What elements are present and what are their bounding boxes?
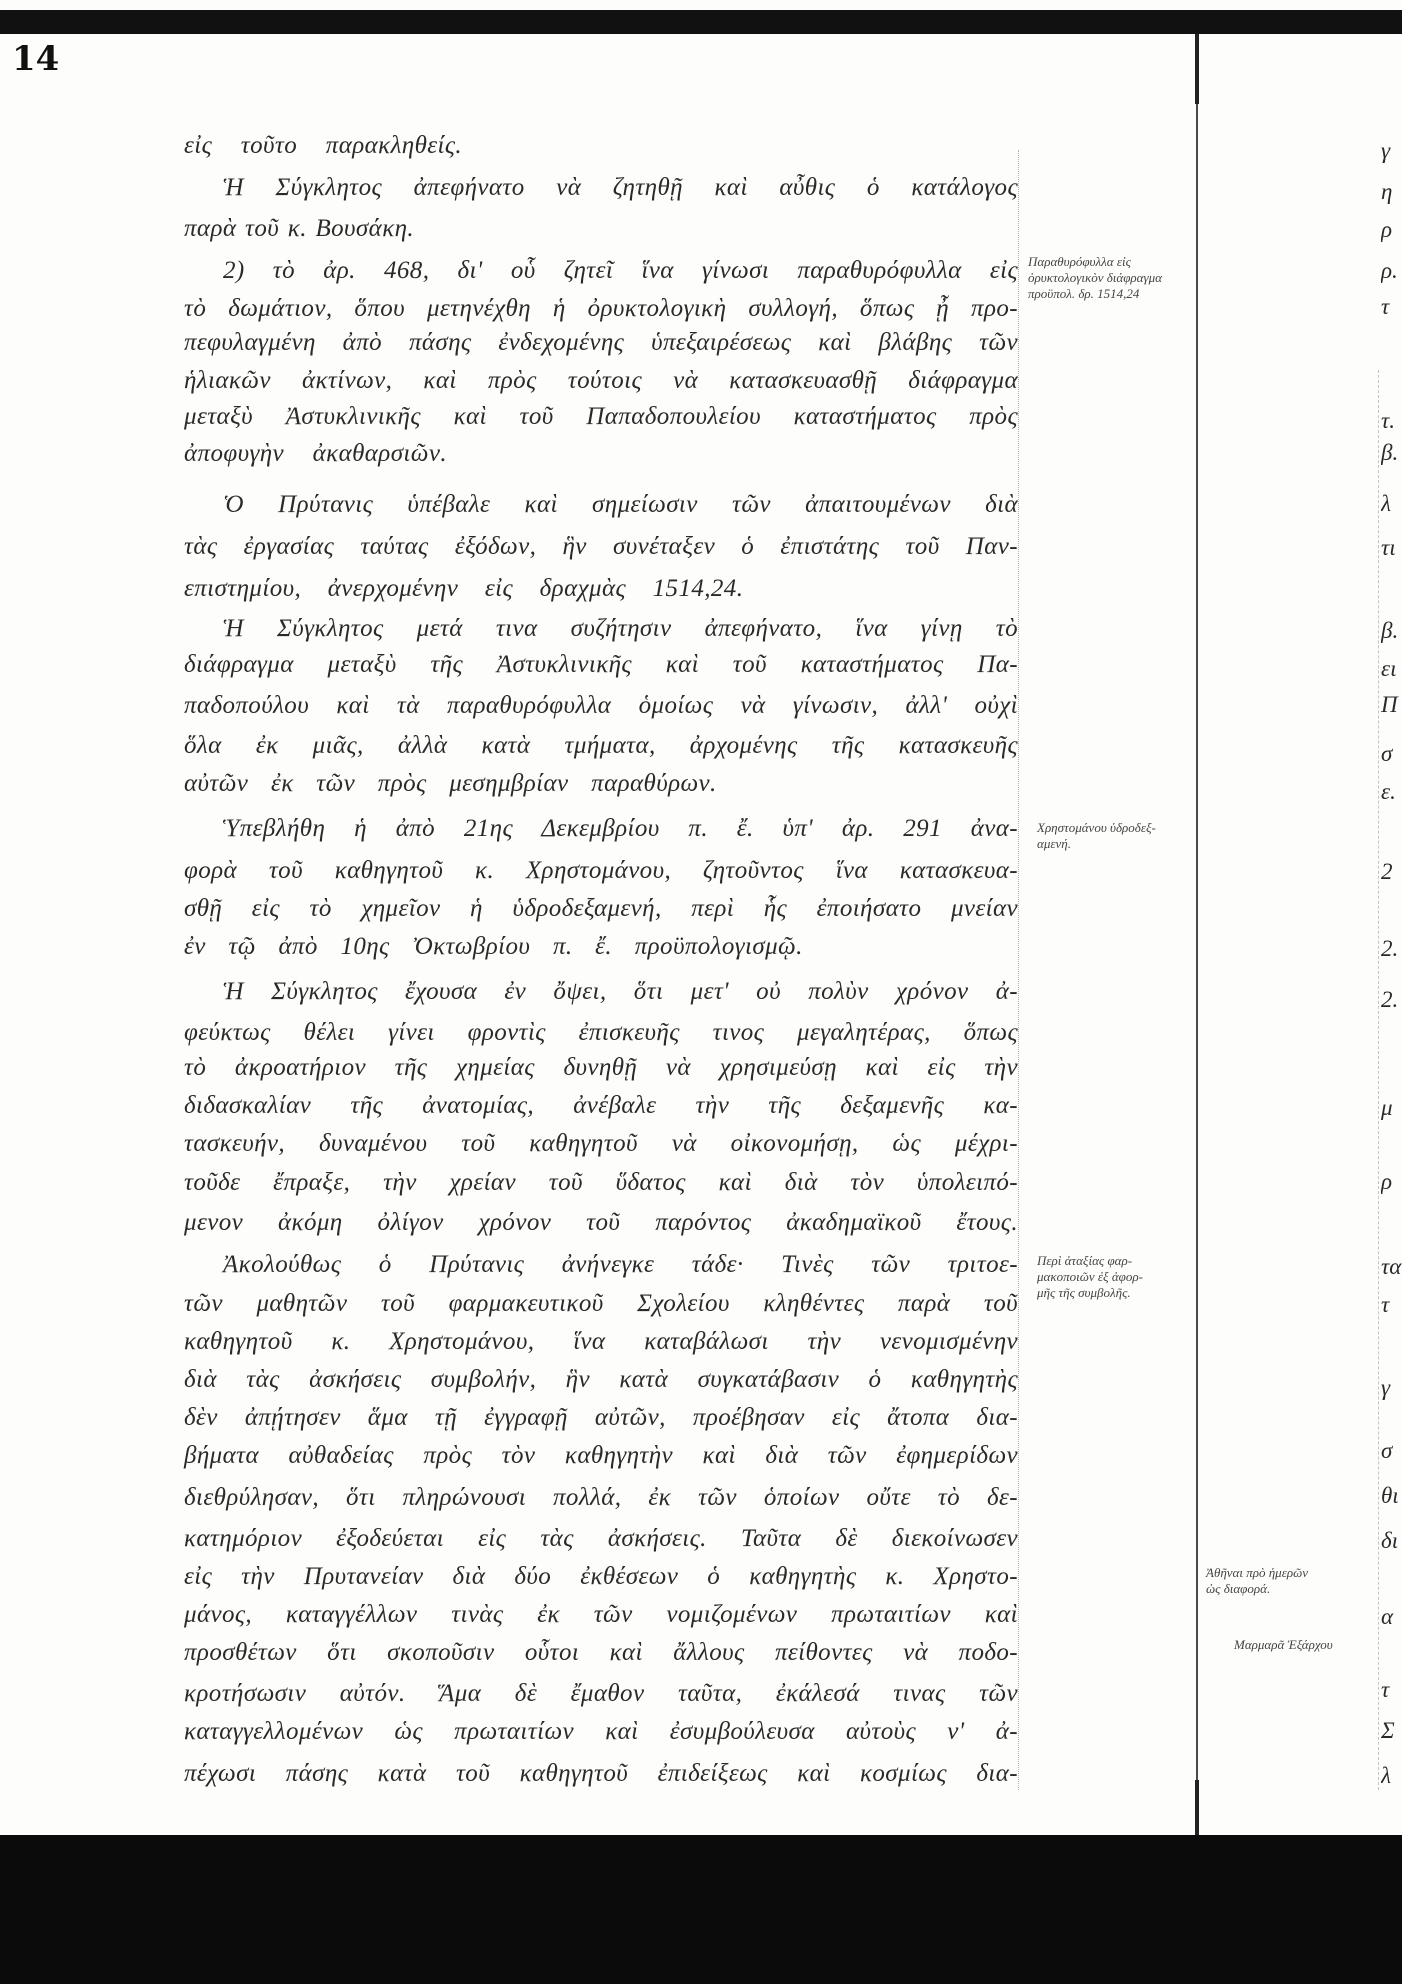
scan-bottom-border [0, 1835, 1402, 1984]
text-line: παδοπούλου καὶ τὰ παραθυρόφυλλα ὁμοίως νὰ γίνωσιν, ἀλλ' οὐχὶ [184, 692, 1018, 719]
text-line: βήματα αὐθαδείας πρὸς τὸν καθηγητὴν καὶ διὰ τῶν ἐφημερίδων [184, 1442, 1018, 1469]
text-line: Ἡ Σύγκλητος ἔχουσα ἐν ὄψει, ὅτι μετ' οὐ πολὺν χρόνον ἀ- [223, 978, 1018, 1005]
facing-page-fragment: θι [1381, 1483, 1399, 1508]
text-line: 2) τὸ ἀρ. 468, δι' οὗ ζητεῖ ἵνα γίνωσι παραθυρόφυλλα εἰς [223, 257, 1018, 284]
text-line: Ὁ Πρύτανις ὑπέβαλε καὶ σημείωσιν τῶν ἀπαιτουμένων διὰ [223, 491, 1018, 518]
text-line: καθηγητοῦ κ. Χρηστομάνου, ἵνα καταβάλωσι τὴν νενομισμένην [184, 1328, 1018, 1355]
text-line: επιστημίου, ἀνερχομένην εἰς δραχμὰς 1514,24. [184, 575, 744, 602]
facing-page-note [1234, 1637, 1333, 1653]
margin-note-reservoir [1037, 820, 1156, 852]
margin-note-line: μακοποιῶν ἐξ ἀφορ- [1037, 1269, 1143, 1284]
text-line: φεύκτως θέλει γίνει φροντὶς ἐπισκευῆς τινος μεγαλητέρας, ὅπως [184, 1019, 1018, 1046]
text-line: προσθέτων ὅτι σκοποῦσιν οὗτοι καὶ ἄλλους πείθοντες νὰ ποδο- [184, 1639, 1018, 1666]
facing-page-fragment: ει [1381, 656, 1397, 681]
text-line: ἀποφυγὴν ἀκαθαρσιῶν. [184, 440, 447, 467]
facing-page-fragment: Σ [1381, 1718, 1395, 1743]
text-line: τασκευήν, δυναμένου τοῦ καθηγητοῦ νὰ οἰκονομήσῃ, ὡς μέχρι- [184, 1130, 1018, 1157]
facing-page-fragment: ρ. [1381, 258, 1398, 283]
facing-page-fragment: α [1381, 1604, 1394, 1629]
text-line: αὐτῶν ἐκ τῶν πρὸς μεσημβρίαν παραθύρων. [184, 770, 717, 797]
text-line: εἰς τὴν Πρυτανείαν διὰ δύο ἐκθέσεων ὁ καθηγητὴς κ. Χρηστο- [184, 1563, 1018, 1590]
facing-page-fragment: ε. [1381, 779, 1396, 804]
text-line: εἰς τοῦτο παρακληθείς. [184, 132, 463, 159]
margin-note-pharmacy-students [1037, 1253, 1143, 1301]
text-line: τῶν μαθητῶν τοῦ φαρμακευτικοῦ Σχολείου κληθέντες παρὰ τοῦ [184, 1290, 1018, 1317]
text-line: κροτήσωσιν αὐτόν. Ἅμα δὲ ἔμαθον ταῦτα, ἐκάλεσά τινας τῶν [184, 1680, 1018, 1707]
facing-page-fragment: δι [1381, 1528, 1399, 1553]
page-fold-line [1196, 34, 1198, 1834]
facing-page-fragment: τ [1381, 294, 1390, 319]
text-line: πεφυλαγμένη ἀπὸ πάσης ἐνδεχομένης ὑπεξαιρέσεως καὶ βλάβης τῶν [184, 329, 1018, 356]
facing-page-fragment: β. [1381, 618, 1399, 643]
text-line: διὰ τὰς ἀσκήσεις συμβολήν, ἣν κατὰ συγκατάβασιν ὁ καθηγητὴς [184, 1366, 1018, 1393]
margin-note-line: ὀρυκτολογικὸν διάφραγμα [1028, 270, 1162, 285]
text-line: τὰς ἐργασίας ταύτας ἐξόδων, ἣν συνέταξεν ὁ ἐπιστάτης τοῦ Παν- [184, 533, 1018, 560]
text-line: μεταξὺ Ἀστυκλινικῆς καὶ τοῦ Παπαδοπουλείου καταστήματος πρὸς [184, 403, 1018, 430]
facing-page-fragment: 2. [1381, 936, 1399, 961]
facing-page-note [1206, 1565, 1308, 1597]
text-margin-rule [1018, 150, 1019, 1790]
text-line: διδασκαλίαν τῆς ἀνατομίας, ἀνέβαλε τὴν τῆς δεξαμενῆς κα- [184, 1092, 1018, 1119]
text-line: Ἡ Σύγκλητος μετά τινα συζήτησιν ἀπεφήνατο, ἵνα γίνῃ τὸ [223, 615, 1018, 642]
text-line: δὲν ἀπῄτησεν ἅμα τῇ ἐγγραφῇ αὐτῶν, προέβησαν εἰς ἄτοπα δια- [184, 1404, 1018, 1431]
text-line: ἐν τῷ ἀπὸ 10ης Ὀκτωβρίου π. ἔ. προϋπολογισμῷ. [184, 933, 803, 960]
text-line: παρὰ τοῦ κ. Βουσάκη. [184, 215, 415, 242]
text-line: Ὑπεβλήθη ἡ ἀπὸ 21ης Δεκεμβρίου π. ἔ. ὑπ' ἀρ. 291 ἀνα- [223, 815, 1018, 842]
facing-page-fragment: τ [1381, 1677, 1390, 1702]
scan-top-border [0, 10, 1402, 34]
facing-page-fragment: τ. [1381, 408, 1395, 433]
margin-note-line: Παραθυρόφυλλα εἰς [1028, 254, 1131, 269]
facing-page-rule [1378, 370, 1379, 1790]
facing-page-fragment: γ [1381, 138, 1391, 163]
facing-page-fragment: μ [1381, 1095, 1393, 1120]
facing-page-fragment: γ [1381, 1375, 1391, 1400]
text-line: Ἡ Σύγκλητος ἀπεφήνατο νὰ ζητηθῇ καὶ αὖθις ὁ κατάλογος [223, 174, 1018, 201]
facing-page-fragment: λ [1381, 491, 1391, 516]
margin-note-line: προϋπολ. δρ. 1514,24 [1028, 286, 1140, 301]
text-line: Ἀκολούθως ὁ Πρύτανις ἀνήνεγκε τάδε· Τινὲς τῶν τριτοε- [223, 1251, 1018, 1278]
facing-page-fragment: λ [1381, 1763, 1391, 1788]
text-line: τὸ ἀκροατήριον τῆς χημείας δυνηθῇ νὰ χρησιμεύσῃ καὶ εἰς τὴν [184, 1054, 1018, 1081]
facing-page-fragment: σ [1381, 1438, 1393, 1463]
text-line: τοῦδε ἔπραξε, τὴν χρείαν τοῦ ὕδατος καὶ διὰ τὸν ὑπολειπό- [184, 1169, 1018, 1196]
margin-note-line: μῆς τῆς συμβολῆς. [1037, 1285, 1131, 1300]
text-line: κατημόριον ἐξοδεύεται εἰς τὰς ἀσκήσεις. Ταῦτα δὲ διεκοίνωσεν [184, 1525, 1018, 1552]
facing-page-fragment: ρ [1381, 217, 1393, 242]
facing-page-fragment: τα [1381, 1254, 1402, 1279]
text-line: διάφραγμα μεταξὺ τῆς Ἀστυκλινικῆς καὶ τοῦ καταστήματος Πα- [184, 651, 1018, 678]
page-fold-shadow-bottom [1195, 1780, 1199, 1835]
margin-note-line: Χρηστομάνου ὑδροδεξ- [1037, 820, 1156, 835]
facing-page-fragment: τι [1381, 535, 1396, 560]
text-line: μενον ἀκόμη ὀλίγον χρόνον τοῦ παρόντος ἀκαδημαϊκοῦ ἔτους. [184, 1209, 1018, 1236]
facing-page-fragment: β. [1381, 440, 1399, 465]
margin-note-line: Περὶ ἀταξίας φαρ- [1037, 1253, 1133, 1268]
page-number: 14 [12, 39, 60, 79]
text-line: φορὰ τοῦ καθηγητοῦ κ. Χρηστομάνου, ζητοῦντος ἵνα κατασκευα- [184, 857, 1018, 884]
page-fold-shadow-top [1195, 34, 1199, 104]
text-line: πέχωσι πάσης κατὰ τοῦ καθηγητοῦ ἐπιδείξεως καὶ κοσμίως δια- [184, 1760, 1018, 1787]
text-line: ἡλιακῶν ἀκτίνων, καὶ πρὸς τούτοις νὰ κατασκευασθῇ διάφραγμα [184, 367, 1018, 394]
margin-note-line: Ἀθῆναι πρὸ ἡμερῶν [1206, 1565, 1309, 1580]
facing-page-fragment: 2 [1381, 859, 1393, 884]
facing-page-fragment: σ [1381, 741, 1393, 766]
margin-note-line: Μαρμαρᾶ Ἐξάρχου [1234, 1637, 1333, 1652]
facing-page-fragment: η [1381, 179, 1393, 204]
text-line: ὅλα ἐκ μιᾶς, ἀλλὰ κατὰ τμήματα, ἀρχομένης τῆς κατασκευῆς [184, 732, 1018, 759]
text-line: μάνος, καταγγέλλων τινὰς ἐκ τῶν νομιζομένων πρωταιτίων καὶ [184, 1601, 1018, 1628]
margin-note-line: ὡς διαφορά. [1206, 1581, 1271, 1596]
facing-page-fragment: τ [1381, 1292, 1390, 1317]
facing-page-fragment: 2. [1381, 987, 1399, 1012]
text-line: διεθρύλησαν, ὅτι πληρώνουσι πολλά, ἐκ τῶν ὁποίων οὔτε τὸ δε- [184, 1484, 1018, 1511]
margin-note-line: αμενή. [1037, 836, 1071, 851]
margin-note-shutters [1028, 254, 1162, 302]
facing-page-fragment: Π [1381, 692, 1398, 717]
text-line: τὸ δωμάτιον, ὅπου μετηνέχθη ἡ ὀρυκτολογικὴ συλλογή, ὅπως ᾖ προ- [184, 295, 1018, 322]
text-line: καταγγελλομένων ὡς πρωταιτίων καὶ ἐσυμβούλευσα αὐτοὺς ν' ἀ- [184, 1718, 1018, 1745]
text-line: σθῇ εἰς τὸ χημεῖον ἡ ὑδροδεξαμενή, περὶ ἧς ἐποιήσατο μνείαν [184, 895, 1018, 922]
facing-page-fragment: ρ [1381, 1169, 1393, 1194]
